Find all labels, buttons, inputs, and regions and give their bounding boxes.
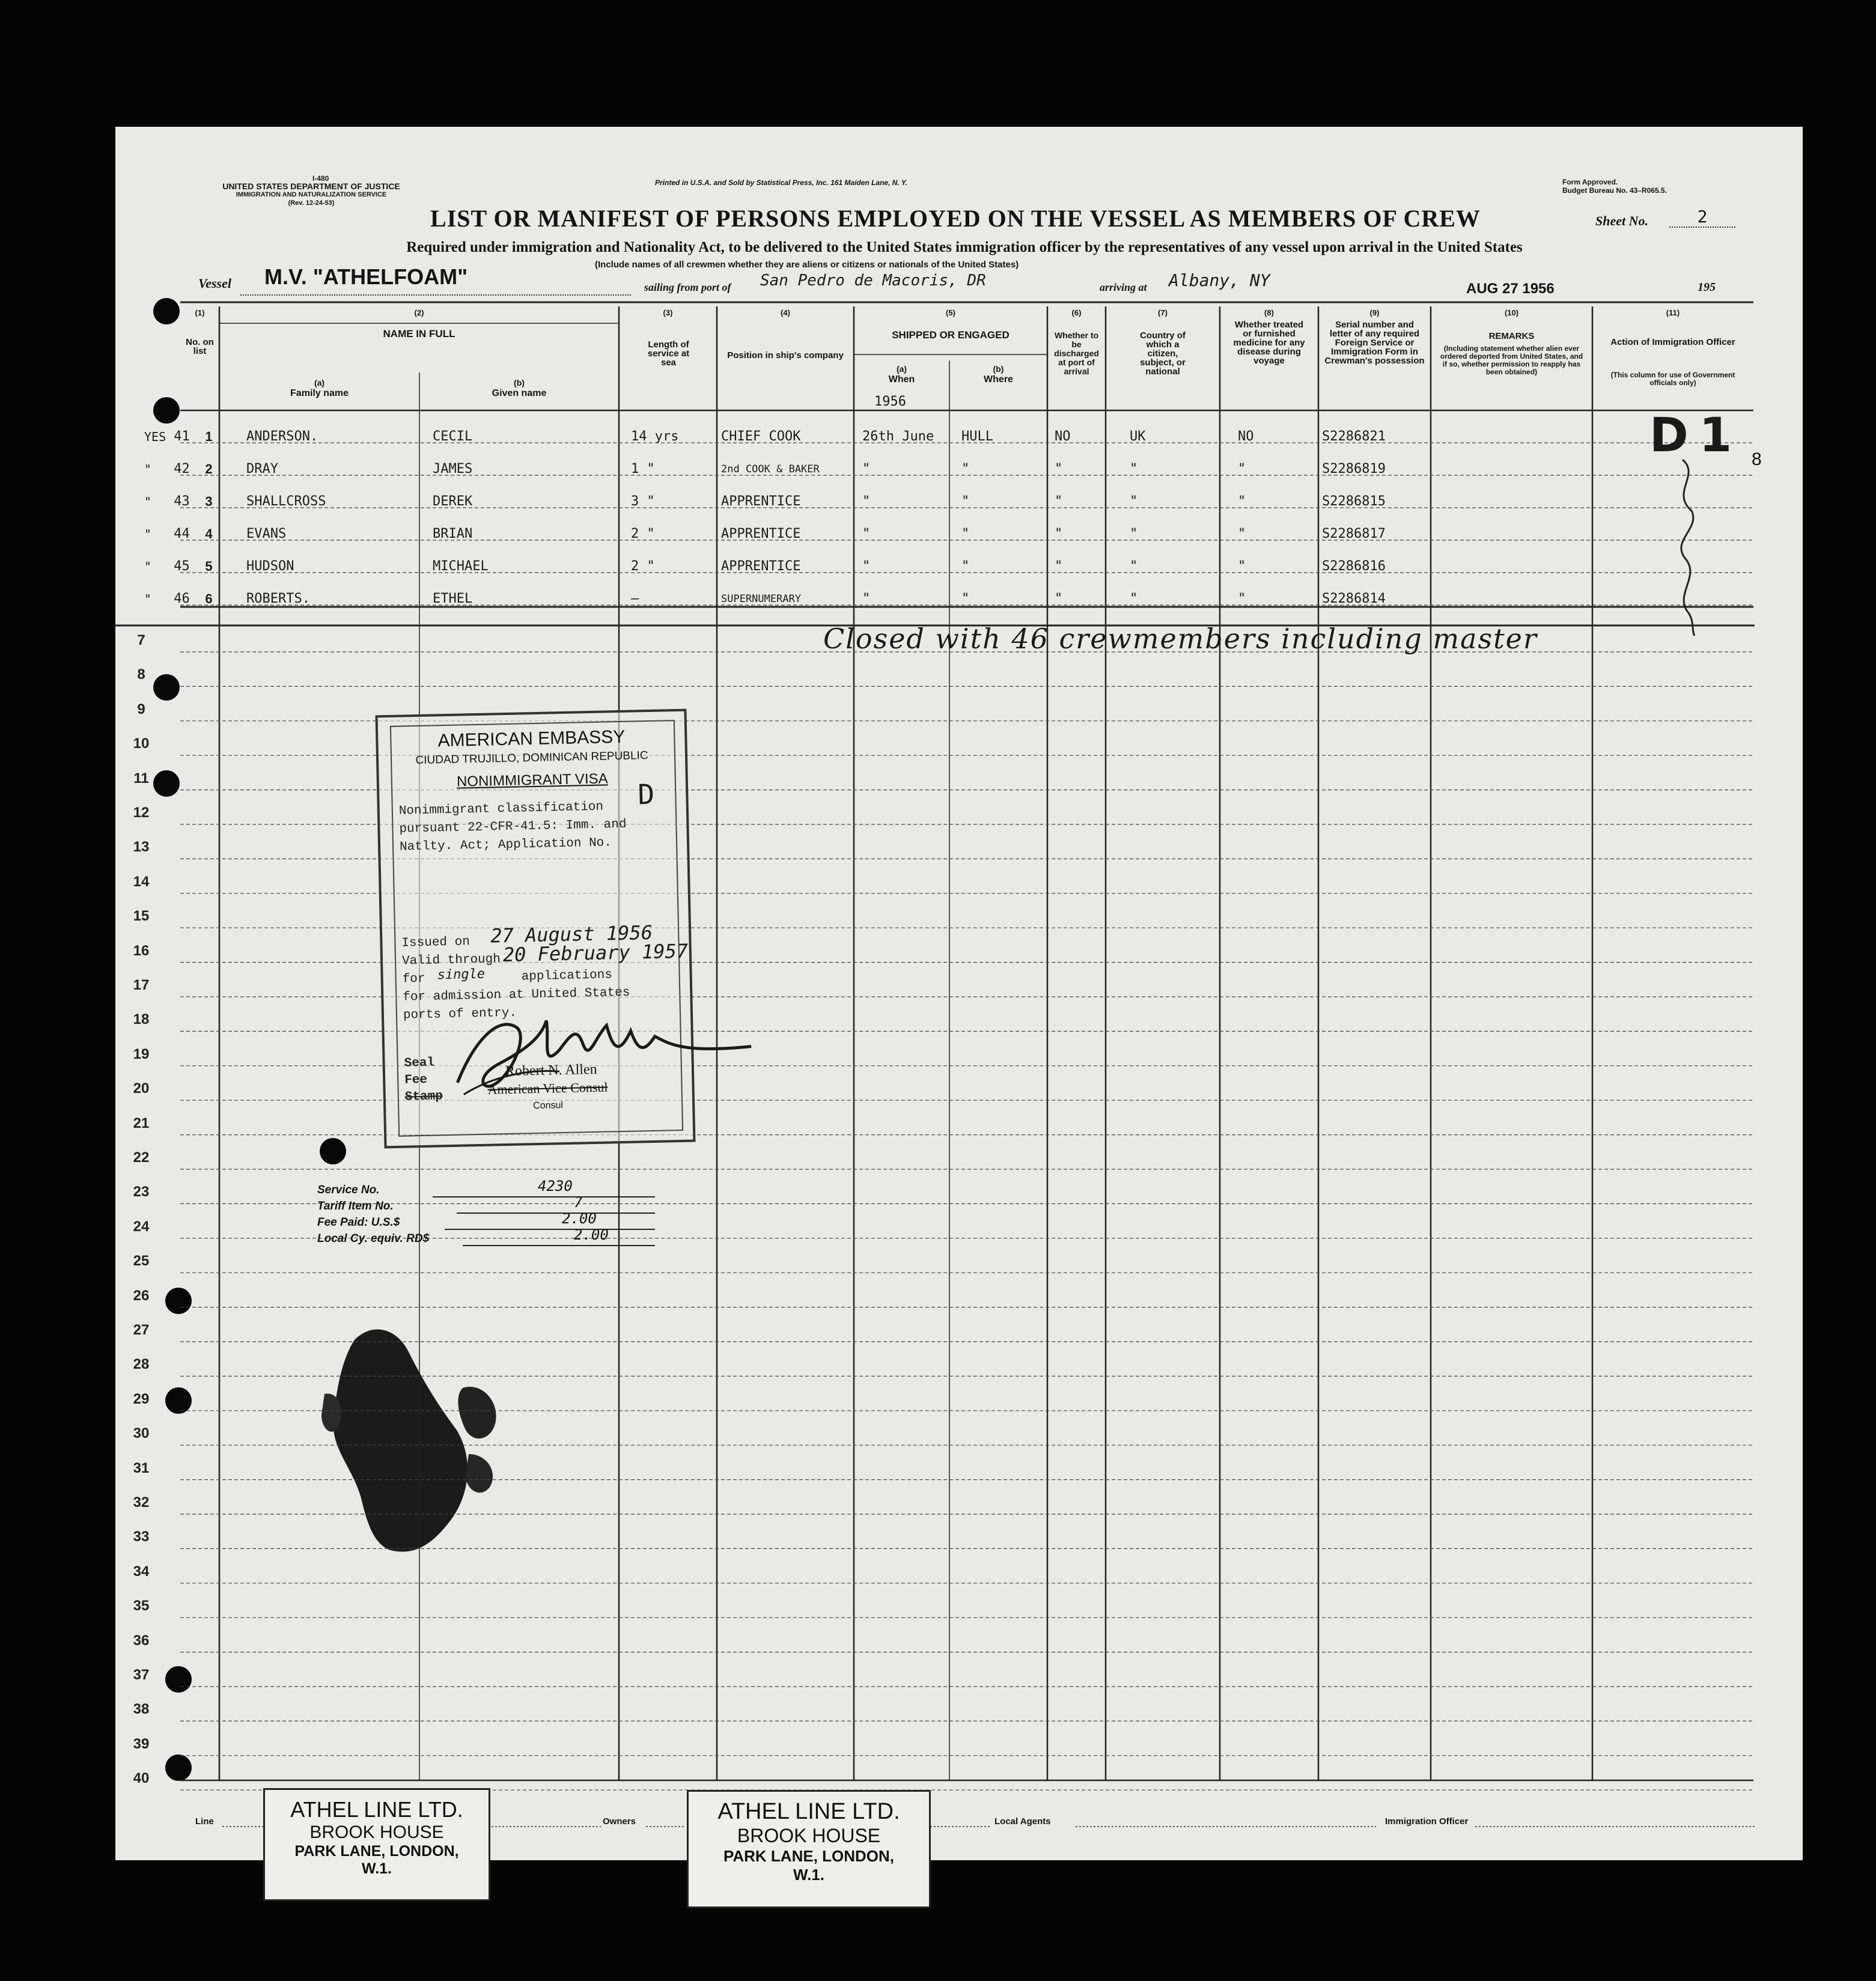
shipped-when: 26th June: [862, 429, 934, 444]
position: APPRENTICE: [721, 559, 801, 574]
row-number: 29: [133, 1390, 150, 1407]
crew-number: 45: [174, 559, 190, 574]
crew-number: 41: [174, 429, 190, 444]
family-name: DRAY: [246, 461, 278, 476]
col-3-header: Length of service at sea: [647, 339, 690, 368]
vessel-name: M.V. "ATHELFOAM": [264, 264, 468, 289]
family-name: HUDSON: [246, 559, 294, 574]
classification-label: Nonimmigrant classification: [398, 800, 604, 818]
stamp-label: Stamp: [404, 1089, 443, 1104]
local-currency-label: Local Cy. equiv. RD$: [317, 1232, 430, 1245]
serial-number: S2286814: [1322, 591, 1386, 606]
given-name: DEREK: [433, 494, 473, 509]
row-number: 39: [133, 1735, 150, 1752]
line-label: Line: [195, 1816, 214, 1827]
issued-label: Issued on: [401, 935, 471, 951]
seal-label: Seal: [404, 1056, 435, 1071]
row-number: 5: [205, 559, 213, 574]
form-title: LIST OR MANIFEST OF PERSONS EMPLOYED ON THE VESSEL AS MEMBERS OF CREW: [430, 205, 1481, 232]
col-5-number: (5): [946, 308, 955, 317]
tariff-item: 7: [574, 1194, 583, 1211]
visa-type: NONIMMIGRANT VISA: [456, 770, 608, 790]
row-number: 27: [133, 1322, 150, 1338]
length-of-service: —: [631, 591, 639, 606]
year-suffix: 195: [1698, 281, 1716, 294]
discharged: ": [1055, 461, 1063, 476]
row-number: 21: [133, 1115, 150, 1131]
row-number: 37: [133, 1667, 150, 1683]
discharged: ": [1055, 559, 1063, 574]
medicine: ": [1238, 526, 1246, 541]
col-11-header: Action of Immigration Officer: [1610, 337, 1735, 347]
col-5a-letter: (a): [896, 364, 907, 374]
arriving-label: arriving at: [1100, 281, 1147, 293]
sailing-port: San Pedro de Macoris, DR: [760, 272, 986, 290]
row-number: 10: [133, 735, 150, 752]
medicine: NO: [1238, 429, 1254, 444]
row-number: 25: [133, 1253, 150, 1270]
col-5b-header: Where: [984, 374, 1013, 385]
signer-title: American Vice Consul: [487, 1079, 608, 1097]
shipped-when: ": [862, 461, 871, 476]
country: ": [1130, 494, 1138, 509]
row-prefix: YES: [144, 430, 166, 444]
position: CHIEF COOK: [721, 429, 801, 444]
col-10-subheader: (Including statement whether alien ever ordered deported from United States, and if so, whether permission to reapply has been obtained): [1440, 344, 1583, 376]
for-value: single: [437, 966, 486, 983]
col-9-number: (9): [1369, 308, 1380, 317]
length-of-service: 14 yrs: [631, 429, 679, 444]
col-11-subheader: (This column for use of Government officials only): [1610, 371, 1735, 387]
family-name: EVANS: [246, 526, 287, 541]
valid-date: 20 February 1957: [502, 939, 689, 967]
row-number: 13: [133, 839, 150, 856]
discharged: ": [1055, 591, 1063, 606]
length-of-service: 1 ": [631, 461, 655, 476]
col-7-number: (7): [1158, 308, 1168, 317]
col-6-header: Whether to be discharged at port of arrival: [1054, 330, 1099, 376]
embassy-name: AMERICAN EMBASSY: [437, 726, 626, 751]
discharged: NO: [1055, 429, 1071, 444]
serial-number: S2286821: [1322, 429, 1386, 444]
col-8-number: (8): [1264, 308, 1274, 317]
for-label: for: [402, 972, 425, 987]
country: ": [1130, 461, 1138, 476]
shipped-when: ": [862, 559, 871, 574]
position: 2nd COOK & BAKER: [721, 463, 820, 475]
crew-number: 43: [174, 494, 190, 509]
country: ": [1130, 591, 1138, 606]
pursuant-line: pursuant 22-CFR-41.5: Imm. and: [399, 817, 627, 836]
immigration-action-mark: D1: [1649, 409, 1743, 463]
shipped-where: ": [961, 461, 970, 476]
col-5a-header: When: [888, 374, 915, 385]
arrival-date-stamp: AUG 27 1956: [1466, 281, 1555, 297]
col-1-number: (1): [195, 308, 205, 317]
row-number: 22: [133, 1149, 150, 1166]
row-number: 8: [137, 666, 145, 683]
discharged: ": [1055, 494, 1063, 509]
length-of-service: 3 ": [631, 494, 655, 509]
row-prefix: ": [144, 462, 152, 476]
shipped-when: ": [862, 526, 871, 541]
agent-building: BROOK HOUSE: [737, 1825, 881, 1846]
medicine: ": [1238, 559, 1246, 574]
crew-number: 42: [174, 461, 190, 476]
form-number: I-480: [312, 174, 329, 183]
row-number: 30: [133, 1425, 150, 1442]
row-number: 1: [205, 429, 213, 444]
length-of-service: 2 ": [631, 559, 655, 574]
row-number: 35: [133, 1598, 150, 1614]
col-8-header: Whether treated or furnished medicine for any disease during voyage: [1233, 320, 1305, 366]
service-number-label: Service No.: [317, 1184, 380, 1196]
ports-line: ports of entry.: [403, 1006, 517, 1023]
col-7-header: Country of which a citizen, subject, or national: [1140, 330, 1186, 377]
position: SUPERNUMERARY: [721, 593, 802, 605]
row-number: 6: [205, 591, 213, 606]
agent-street: PARK LANE, LONDON,: [723, 1847, 895, 1865]
col-4-header: Position in ship's company: [727, 350, 844, 361]
col-4-number: (4): [781, 308, 790, 317]
agent-district: W.1.: [793, 1866, 824, 1884]
length-of-service: 2 ": [631, 526, 655, 541]
country: ": [1130, 559, 1138, 574]
row-number: 36: [133, 1632, 150, 1649]
col-5-header: SHIPPED OR ENGAGED: [892, 329, 1010, 341]
row-number: 28: [133, 1356, 150, 1373]
agent-company: ATHEL LINE LTD.: [290, 1797, 463, 1822]
medicine: ": [1238, 461, 1246, 476]
col-11-number: (11): [1666, 308, 1680, 317]
col-1-header: No. on list: [186, 337, 214, 356]
row-number: 4: [205, 526, 213, 541]
consul-label: Consul: [533, 1100, 564, 1112]
row-number: 7: [137, 632, 145, 648]
family-name: ANDERSON.: [246, 429, 318, 444]
row-number: 20: [133, 1080, 150, 1097]
serial-number: S2286816: [1322, 559, 1386, 574]
local-currency: 2.00: [574, 1226, 609, 1243]
serial-number: S2286815: [1322, 494, 1386, 509]
admission-line: for admission at United States: [403, 985, 630, 1005]
row-number: 34: [133, 1563, 150, 1580]
shipped-where: HULL: [961, 429, 993, 444]
family-name: ROBERTS.: [246, 591, 310, 606]
signer-name: Robert N. Allen: [505, 1061, 597, 1080]
row-number: 18: [133, 1011, 150, 1028]
family-name: SHALLCROSS: [246, 494, 326, 509]
serial-number: S2286819: [1322, 461, 1386, 476]
given-name: JAMES: [433, 461, 473, 476]
vessel-label: Vessel: [198, 276, 231, 291]
col-2a-header: Family name: [290, 388, 349, 398]
arriving-port: Albany, NY: [1169, 270, 1270, 290]
col-6-number: (6): [1071, 308, 1082, 317]
col-2a-letter: (a): [314, 378, 325, 388]
form-subtitle: Required under immigration and Nationality Act, to be delivered to the United States immigration officer by the representatives of any vessel upon arrival in the United States: [406, 239, 1523, 255]
row-number: 3: [205, 494, 213, 509]
col-2b-letter: (b): [514, 378, 525, 388]
col-9-header: Serial number and letter of any required Foreign Service or Immigration Form in Crewman's possession: [1324, 320, 1425, 366]
valid-label: Valid through: [401, 952, 501, 969]
row-number: 2: [205, 461, 213, 476]
agency-subline: IMMIGRATION AND NATURALIZATION SERVICE: [236, 191, 387, 198]
embassy-city: CIUDAD TRUJILLO, DOMINICAN REPUBLIC: [415, 749, 648, 767]
immigration-officer-label: Immigration Officer: [1385, 1816, 1469, 1827]
row-number: 17: [133, 977, 150, 993]
country: UK: [1130, 429, 1146, 444]
row-prefix: ": [144, 494, 152, 509]
row-number: 12: [133, 805, 150, 821]
row-prefix: ": [144, 592, 152, 606]
row-number: 33: [133, 1529, 150, 1545]
row-number: 23: [133, 1184, 150, 1200]
applications-line: applications: [521, 968, 613, 984]
given-name: BRIAN: [433, 526, 473, 541]
col-10-header: REMARKS: [1488, 331, 1535, 341]
fee-label: Fee: [404, 1073, 428, 1088]
owners-label: Owners: [603, 1816, 636, 1827]
row-number: 40: [133, 1770, 150, 1787]
position: APPRENTICE: [721, 526, 801, 541]
line-agent-stamp: [263, 1788, 490, 1901]
col-2-number: (2): [414, 308, 424, 317]
col-5b-letter: (b): [993, 364, 1004, 374]
col-3-number: (3): [663, 308, 673, 317]
given-name: ETHEL: [433, 591, 473, 606]
agent-district: W.1.: [361, 1860, 392, 1877]
row-number: 16: [133, 942, 150, 959]
shipped-when: ": [862, 494, 871, 509]
row-number: 32: [133, 1494, 150, 1511]
fee-paid-label: Fee Paid: U.S.$: [317, 1216, 400, 1229]
form-revision: (Rev. 12-24-53): [288, 199, 335, 207]
owners-agent-stamp: [687, 1790, 931, 1908]
row-number: 9: [137, 701, 145, 717]
medicine: ": [1238, 591, 1246, 606]
shipped-where: ": [961, 526, 970, 541]
country: ": [1130, 526, 1138, 541]
agent-street: PARK LANE, LONDON,: [294, 1843, 459, 1860]
issued-date: 27 August 1956: [490, 921, 653, 948]
shipped-where: ": [961, 494, 970, 509]
margin-number: 8: [1752, 449, 1762, 469]
row-prefix: ": [144, 527, 152, 541]
given-name: CECIL: [433, 429, 473, 444]
row-number: 38: [133, 1701, 150, 1718]
act-line: Natlty. Act; Application No.: [399, 836, 612, 854]
crew-number: 46: [174, 591, 190, 606]
row-number: 24: [133, 1218, 150, 1235]
crew-number: 44: [174, 526, 190, 541]
sailing-label: sailing from port of: [644, 281, 731, 293]
closing-note: Closed with 46 crewmembers including master: [823, 622, 1538, 655]
sheet-label: Sheet No.: [1595, 213, 1648, 228]
position: APPRENTICE: [721, 494, 801, 509]
row-number: 19: [133, 1045, 150, 1062]
service-number: 4230: [538, 1178, 573, 1194]
approval-line: Form Approved.: [1562, 178, 1618, 186]
shipped-where: ": [961, 591, 970, 606]
col-10-number: (10): [1504, 308, 1519, 317]
medicine: ": [1238, 494, 1246, 509]
discharged: ": [1055, 526, 1063, 541]
classification-value: D: [637, 777, 655, 811]
form-note: (Include names of all crewmen whether they are aliens or citizens or nationals of the United States): [595, 260, 1019, 270]
row-prefix: ": [144, 559, 152, 574]
col-2b-header: Given name: [492, 388, 547, 398]
row-number: 11: [133, 770, 149, 787]
shipped-where: ": [961, 559, 970, 574]
approval-budget: Budget Bureau No. 43–R065.5.: [1562, 186, 1667, 195]
agency-line: UNITED STATES DEPARTMENT OF JUSTICE: [222, 181, 400, 191]
shipped-when: ": [862, 591, 871, 606]
col-2-header: NAME IN FULL: [383, 328, 455, 339]
row-number: 14: [133, 873, 150, 890]
sheet-number: 2: [1669, 207, 1735, 228]
agent-building: BROOK HOUSE: [309, 1822, 444, 1842]
year-note: 1956: [874, 394, 906, 409]
given-name: MICHAEL: [433, 559, 489, 574]
agent-company: ATHEL LINE LTD.: [717, 1799, 900, 1824]
fee-paid: 2.00: [562, 1210, 597, 1227]
row-number: 26: [133, 1287, 150, 1304]
serial-number: S2286817: [1322, 526, 1386, 541]
row-number: 31: [133, 1459, 150, 1476]
tariff-item-label: Tariff Item No.: [317, 1200, 394, 1213]
local-agents-label: Local Agents: [994, 1816, 1051, 1827]
row-number: 15: [133, 908, 150, 925]
printer-line: Printed in U.S.A. and Sold by Statistical Press, Inc. 161 Maiden Lane, N. Y.: [655, 178, 908, 187]
